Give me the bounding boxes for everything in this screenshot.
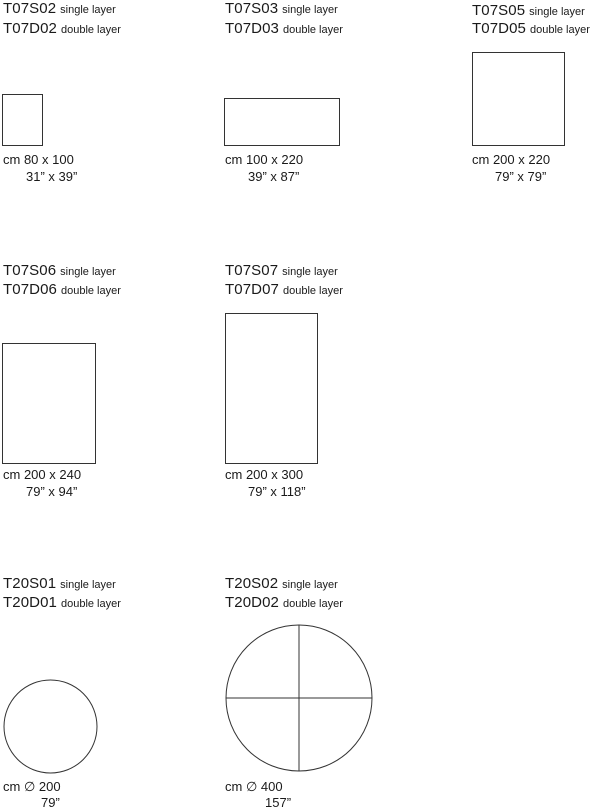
double-layer-line <box>225 21 343 37</box>
single-layer-line <box>472 3 585 19</box>
dimension-imperial: 31” x 39” <box>26 169 78 184</box>
double-layer-label: double layer <box>60 24 121 36</box>
rectangle-shape <box>472 52 565 146</box>
product-t07s02 <box>3 0 163 190</box>
product-code-single: T07S07 <box>225 262 279 279</box>
product-t07s07 <box>225 261 405 501</box>
product-code-double: T07D05 <box>472 20 526 37</box>
dimension-metric: cm 80 x 100 <box>3 152 74 167</box>
double-layer-line <box>225 595 343 611</box>
dimension-metric: cm 200 x 300 <box>225 467 304 482</box>
dimension-imperial: 79” x 94” <box>26 484 78 499</box>
product-code-single: T20S01 <box>3 575 57 592</box>
dimension-metric: cm 200 x 240 <box>3 467 82 482</box>
product-code-double: T07D06 <box>3 281 57 298</box>
single-layer-label: single layer <box>282 579 338 591</box>
dimension-imperial: 79” x 118” <box>248 484 306 499</box>
product-t07s03 <box>225 0 405 190</box>
double-layer-line <box>3 282 121 298</box>
rectangle-shape <box>224 98 340 146</box>
product-code-single: T20S02 <box>225 575 279 592</box>
single-layer-line <box>225 1 338 17</box>
double-layer-label: double layer <box>529 24 590 36</box>
circle-shape <box>3 679 98 774</box>
single-layer-line <box>3 576 116 592</box>
dimension-imperial: 39” x 87” <box>248 169 300 184</box>
double-layer-line <box>472 21 590 37</box>
double-layer-line <box>225 282 343 298</box>
product-t20s02 <box>225 574 405 810</box>
product-code-double: T07D02 <box>3 20 57 37</box>
product-code-double: T07D03 <box>225 20 279 37</box>
dimension-metric: cm 200 x 220 <box>472 152 551 167</box>
rectangle-shape <box>225 313 318 464</box>
single-layer-label: single layer <box>529 6 585 18</box>
double-layer-label: double layer <box>282 24 343 36</box>
dimension-imperial: 79” x 79” <box>495 169 547 184</box>
dimension-metric: cm 100 x 220 <box>225 152 304 167</box>
product-code-single: T07S06 <box>3 262 57 279</box>
double-layer-label: double layer <box>60 598 121 610</box>
product-code-double: T20D01 <box>3 594 57 611</box>
product-code-single: T07S03 <box>225 0 279 17</box>
single-layer-line <box>225 263 338 279</box>
product-t20s01 <box>3 574 173 810</box>
quartered-circle-shape <box>225 624 373 772</box>
single-layer-label: single layer <box>60 266 116 278</box>
rectangle-shape <box>2 94 43 146</box>
product-code-single: T07S02 <box>3 0 57 17</box>
single-layer-label: single layer <box>60 579 116 591</box>
double-layer-label: double layer <box>282 285 343 297</box>
single-layer-label: single layer <box>282 266 338 278</box>
product-code-single: T07S05 <box>472 2 526 19</box>
dimension-imperial: 157” <box>265 795 292 810</box>
double-layer-line <box>3 21 121 37</box>
single-layer-line <box>3 1 116 17</box>
single-layer-label: single layer <box>282 4 338 16</box>
product-t07s06 <box>3 261 173 501</box>
product-code-double: T20D02 <box>225 594 279 611</box>
single-layer-line <box>3 263 116 279</box>
rectangle-shape <box>2 343 96 464</box>
double-layer-label: double layer <box>282 598 343 610</box>
dimension-metric: cm ∅ 200 <box>3 779 61 794</box>
dimension-imperial: 79” <box>41 795 60 810</box>
double-layer-label: double layer <box>60 285 121 297</box>
dimension-metric: cm ∅ 400 <box>225 779 283 794</box>
single-layer-line <box>225 576 338 592</box>
double-layer-line <box>3 595 121 611</box>
product-t07s05 <box>472 0 608 190</box>
product-code-double: T07D07 <box>225 281 279 298</box>
single-layer-label: single layer <box>60 4 116 16</box>
